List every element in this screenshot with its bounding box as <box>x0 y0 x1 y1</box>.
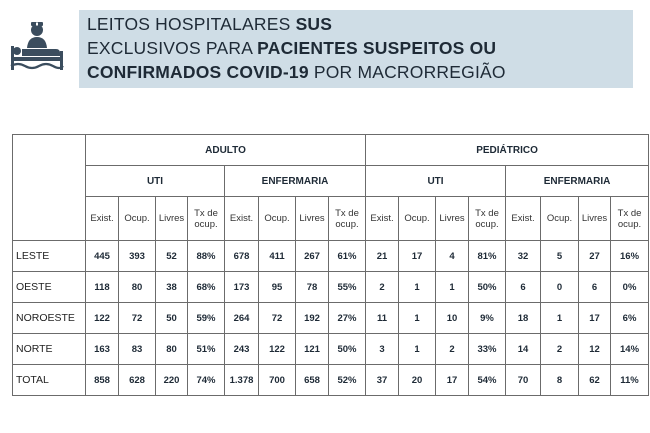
table-cell: 10 <box>436 303 469 334</box>
table-row <box>13 241 649 272</box>
column-header: Ocup. <box>399 197 436 241</box>
column-header: Exist. <box>366 197 399 241</box>
table-cell: 5 <box>541 241 579 272</box>
table-cell: 55% <box>329 272 366 303</box>
table-cell: 51% <box>188 334 225 365</box>
table-cell: 3 <box>366 334 399 365</box>
column-header: Ocup. <box>541 197 579 241</box>
table-cell: 17 <box>399 241 436 272</box>
table-cell: 4 <box>436 241 469 272</box>
column-header: Tx de ocup. <box>611 197 649 241</box>
table-cell: 27 <box>579 241 611 272</box>
table-cell: 14 <box>506 334 541 365</box>
table-cell: 264 <box>225 303 259 334</box>
table-cell: 32 <box>506 241 541 272</box>
table-cell: 118 <box>86 272 119 303</box>
table-cell: 52% <box>329 365 366 396</box>
table-cell: 700 <box>259 365 296 396</box>
table-row <box>13 365 649 396</box>
table-cell: 72 <box>259 303 296 334</box>
table-cell: 267 <box>296 241 329 272</box>
table-cell: 6 <box>506 272 541 303</box>
table-cell: 38 <box>156 272 188 303</box>
title-text: EXCLUSIVOS PARA <box>87 38 258 58</box>
table-cell: 78 <box>296 272 329 303</box>
table-cell: 393 <box>119 241 156 272</box>
table-cell: 2 <box>541 334 579 365</box>
table-cell: 2 <box>366 272 399 303</box>
beds-table <box>12 134 649 396</box>
table-cell: 220 <box>156 365 188 396</box>
table-cell: 8 <box>541 365 579 396</box>
table-cell: 80 <box>156 334 188 365</box>
table-cell: 121 <box>296 334 329 365</box>
table-cell: 628 <box>119 365 156 396</box>
table-cell: 11% <box>611 365 649 396</box>
title-bold-text: PACIENTES SUSPEITOS OU <box>257 38 497 58</box>
table-cell: 52 <box>156 241 188 272</box>
table-cell: 54% <box>469 365 506 396</box>
title-line-1 <box>87 13 332 35</box>
table-cell: 17 <box>579 303 611 334</box>
table-cell: 21 <box>366 241 399 272</box>
group-header: ADULTO <box>86 135 366 166</box>
column-header: Livres <box>156 197 188 241</box>
table-cell: 27% <box>329 303 366 334</box>
table-cell: 59% <box>188 303 225 334</box>
table-row <box>13 303 649 334</box>
table-cell: 88% <box>188 241 225 272</box>
column-header: Exist. <box>506 197 541 241</box>
table-cell: 50% <box>329 334 366 365</box>
table-cell: 1 <box>399 303 436 334</box>
table-cell: 1 <box>436 272 469 303</box>
table-cell: 163 <box>86 334 119 365</box>
title-banner <box>79 10 633 88</box>
table-cell: 122 <box>86 303 119 334</box>
subgroup-header: UTI <box>86 166 225 197</box>
table-cell: 14% <box>611 334 649 365</box>
table-cell: 16% <box>611 241 649 272</box>
column-header: Tx de ocup. <box>188 197 225 241</box>
table-cell: 12 <box>579 334 611 365</box>
table-cell: 0 <box>541 272 579 303</box>
table-cell: 192 <box>296 303 329 334</box>
table-cell: 80 <box>119 272 156 303</box>
table-cell: 50 <box>156 303 188 334</box>
table-cell: 83 <box>119 334 156 365</box>
title-text: POR MACRORREGIÃO <box>308 62 506 82</box>
column-header: Exist. <box>225 197 259 241</box>
column-header: Livres <box>579 197 611 241</box>
row-label: NORTE <box>13 334 86 365</box>
table-cell: 411 <box>259 241 296 272</box>
subgroup-header: UTI <box>366 166 506 197</box>
table-cell: 0% <box>611 272 649 303</box>
table-cell: 37 <box>366 365 399 396</box>
table-cell: 68% <box>188 272 225 303</box>
table-row <box>13 334 649 365</box>
table-cell: 17 <box>436 365 469 396</box>
title-text: LEITOS HOSPITALARES <box>87 14 296 34</box>
column-header: Livres <box>296 197 329 241</box>
hospital-bed-patient-icon <box>8 18 66 76</box>
table-cell: 20 <box>399 365 436 396</box>
table-cell: 122 <box>259 334 296 365</box>
table-row <box>13 272 649 303</box>
table-cell: 81% <box>469 241 506 272</box>
table-cell: 2 <box>436 334 469 365</box>
table-cell: 658 <box>296 365 329 396</box>
title-bold-text: SUS <box>295 14 333 34</box>
column-header: Tx de ocup. <box>329 197 366 241</box>
table-cell: 62 <box>579 365 611 396</box>
table-cell: 6 <box>579 272 611 303</box>
corner-cell <box>13 135 86 241</box>
table-cell: 6% <box>611 303 649 334</box>
row-label: OESTE <box>13 272 86 303</box>
table-cell: 70 <box>506 365 541 396</box>
table-cell: 858 <box>86 365 119 396</box>
column-header: Tx de ocup. <box>469 197 506 241</box>
subgroup-header: ENFERMARIA <box>225 166 366 197</box>
table-cell: 445 <box>86 241 119 272</box>
column-header: Exist. <box>86 197 119 241</box>
column-header: Ocup. <box>259 197 296 241</box>
title-line-3 <box>87 61 506 83</box>
table-cell: 95 <box>259 272 296 303</box>
table-cell: 1.378 <box>225 365 259 396</box>
row-label: TOTAL <box>13 365 86 396</box>
table-cell: 18 <box>506 303 541 334</box>
table-cell: 173 <box>225 272 259 303</box>
table-cell: 50% <box>469 272 506 303</box>
table-cell: 61% <box>329 241 366 272</box>
subgroup-header: ENFERMARIA <box>506 166 649 197</box>
table-cell: 11 <box>366 303 399 334</box>
title-line-2 <box>87 37 496 59</box>
column-header: Livres <box>436 197 469 241</box>
title-bold-text: CONFIRMADOS COVID-19 <box>87 62 309 82</box>
table-cell: 1 <box>541 303 579 334</box>
table-cell: 74% <box>188 365 225 396</box>
table-cell: 243 <box>225 334 259 365</box>
table-cell: 1 <box>399 334 436 365</box>
group-header: PEDIÁTRICO <box>366 135 649 166</box>
table-cell: 1 <box>399 272 436 303</box>
table-cell: 72 <box>119 303 156 334</box>
table-cell: 678 <box>225 241 259 272</box>
table-cell: 33% <box>469 334 506 365</box>
row-label: NOROESTE <box>13 303 86 334</box>
table-cell: 9% <box>469 303 506 334</box>
row-label: LESTE <box>13 241 86 272</box>
column-header: Ocup. <box>119 197 156 241</box>
